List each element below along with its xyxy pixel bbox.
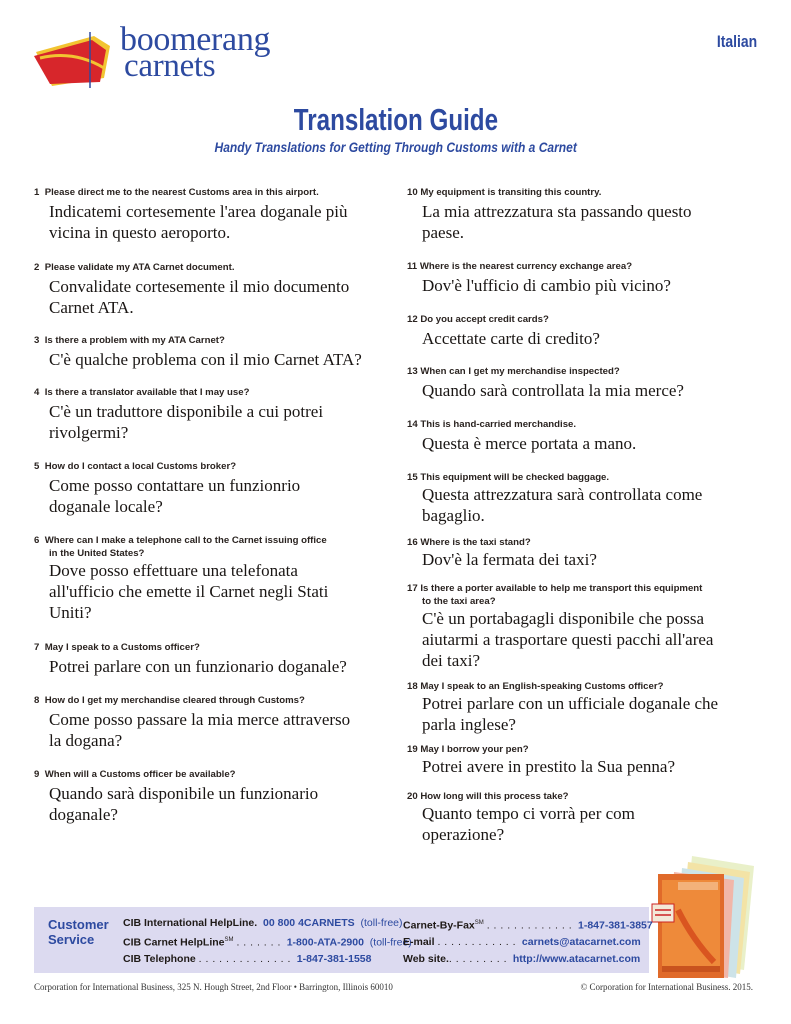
english-question: May I speak to a Customs officer? — [44, 642, 200, 653]
telephone-number[interactable]: 1-847-381-1558 — [296, 952, 372, 965]
international-helpline-row: CIB International HelpLine. 00 800 4CARNETS (toll-free) — [123, 917, 403, 929]
website-row: Web site.. . . . . . . . . http://www.atacarnet.com — [403, 952, 641, 965]
italian-translation: Questa attrezzatura sarà controllata come — [422, 485, 703, 504]
italian-translation: operazione? — [422, 825, 505, 844]
phrase-item-3 — [34, 334, 362, 370]
italian-translation: dei taxi? — [422, 651, 481, 670]
footer-address: Corporation for International Business, 325 N. Hough Street, 2nd Floor • Barrington, Illinois 60010 — [34, 982, 393, 992]
phrase-number: 3 — [34, 335, 40, 346]
phrase-number: 9 — [34, 769, 40, 780]
phrase-item-14 — [407, 418, 636, 454]
phrase-number: 16 — [407, 537, 418, 548]
english-question: This equipment will be checked baggage. — [420, 472, 610, 483]
phrase-number: 20 — [407, 791, 418, 802]
phrase-item-17 — [407, 582, 713, 671]
boomerang-logo-icon — [34, 32, 116, 88]
english-question: How long will this process take? — [420, 791, 569, 802]
email-link[interactable]: carnets@atacarnet.com — [521, 936, 641, 948]
phrase-number: 2 — [34, 262, 40, 273]
phrase-number: 15 — [407, 472, 418, 483]
english-question-continued: in the United States? — [49, 548, 145, 559]
phrase-item-10 — [407, 186, 692, 243]
phrase-item-9 — [34, 768, 318, 825]
italian-translation: C'è qualche problema con il mio Carnet ATA? — [49, 350, 362, 369]
english-question: May I speak to an English-speaking Customs officer? — [420, 681, 664, 692]
phrase-number: 10 — [407, 187, 418, 198]
italian-translation: Uniti? — [49, 603, 92, 622]
phrase-number: 19 — [407, 744, 418, 755]
contact-column — [403, 915, 653, 967]
phrase-number: 17 — [407, 583, 418, 594]
italian-translation: aiutarmi a trasportare questi pacchi all'area — [422, 630, 714, 649]
phrase-item-12 — [407, 313, 600, 349]
phrase-item-19 — [407, 743, 675, 777]
phrase-item-8 — [34, 694, 350, 751]
footer-copyright: © Corporation for International Business. 2015. — [580, 982, 753, 992]
phrase-item-15 — [407, 471, 702, 526]
phrase-item-4 — [34, 386, 323, 443]
website-link[interactable]: http://www.atacarnet.com — [512, 952, 641, 965]
fax-number[interactable]: 1-847-381-3857 — [577, 919, 653, 932]
english-question: When can I get my merchandise inspected? — [420, 366, 620, 377]
phrase-number: 18 — [407, 681, 418, 692]
english-question: Please direct me to the nearest Customs area in this airport. — [44, 187, 319, 198]
italian-translation: doganale locale? — [49, 497, 163, 516]
carnet-helpline-row: CIB Carnet HelpLine℠ . . . . . . . 1-800-ATA-2900 (toll-free) — [123, 936, 412, 948]
italian-translation: doganale? — [49, 805, 118, 824]
italian-translation: Potrei parlare con un ufficiale doganale che — [422, 694, 719, 713]
phrase-item-6 — [34, 534, 328, 623]
page-title: Translation Guide — [293, 102, 498, 137]
phrase-item-20 — [407, 790, 635, 845]
italian-translation: Indicatemi cortesemente l'area doganale più — [49, 202, 348, 221]
language-label: Italian — [716, 32, 757, 51]
phrase-number: 13 — [407, 366, 418, 377]
phrase-item-13 — [407, 365, 684, 401]
english-question: How do I get my merchandise cleared through Customs? — [44, 695, 305, 706]
italian-translation: Come posso passare la mia merce attraverso — [49, 710, 351, 729]
carnet-helpline-number[interactable]: 1-800-ATA-2900 — [286, 936, 364, 948]
phrase-number: 14 — [407, 419, 418, 430]
italian-translation: Dove posso effettuare una telefonata — [49, 561, 298, 580]
english-question-continued: to the taxi area? — [422, 596, 496, 607]
english-question: Please validate my ATA Carnet document. — [44, 262, 235, 273]
phrase-number: 12 — [407, 314, 418, 325]
italian-translation: Quando sarà disponibile un funzionario — [49, 784, 319, 803]
phrase-number: 11 — [407, 261, 418, 272]
phrase-item-7 — [34, 641, 347, 677]
english-question: May I borrow your pen? — [420, 744, 529, 755]
telephone-row: CIB Telephone . . . . . . . . . . . . . . 1-847-381-1558 — [123, 952, 372, 965]
phrase-item-2 — [34, 261, 349, 318]
phrase-number: 5 — [34, 461, 40, 472]
italian-translation: all'ufficio che emette il Carnet negli Stati — [49, 582, 329, 601]
italian-translation: vicina in questo aeroporto. — [49, 223, 231, 242]
italian-translation: rivolgermi? — [49, 423, 129, 442]
italian-translation: Come posso contattare un funzionrio — [49, 476, 301, 495]
email-row: E-mail . . . . . . . . . . . . carnets@atacarnet.com — [403, 936, 641, 948]
italian-translation: la dogana? — [49, 731, 123, 750]
english-question: Where is the taxi stand? — [420, 537, 531, 548]
customer-service-box — [34, 907, 653, 973]
international-helpline-number[interactable]: 00 800 4CARNETS — [263, 917, 355, 929]
italian-translation: bagaglio. — [422, 506, 485, 525]
carnet-booklets-image — [648, 850, 768, 980]
italian-translation: parla inglese? — [422, 715, 516, 734]
phrase-item-16 — [407, 536, 597, 570]
italian-translation: paese. — [422, 223, 465, 242]
italian-translation: La mia attrezzatura sta passando questo — [422, 202, 692, 221]
english-question: When will a Customs officer be available? — [44, 769, 236, 780]
italian-translation: Accettate carte di credito? — [422, 329, 600, 348]
english-question: Is there a translator available that I may use? — [44, 387, 250, 398]
english-question: Do you accept credit cards? — [420, 314, 549, 325]
english-question: Is there a porter available to help me transport this equipment — [420, 583, 703, 594]
english-question: Is there a problem with my ATA Carnet? — [44, 335, 225, 346]
italian-translation: Potrei parlare con un funzionario doganale? — [49, 657, 347, 676]
phrase-item-18 — [407, 680, 718, 735]
phrase-item-5 — [34, 460, 300, 517]
english-question: This is hand-carried merchandise. — [420, 419, 577, 430]
english-question: Where can I make a telephone call to the Carnet issuing office — [44, 535, 327, 546]
italian-translation: C'è un traduttore disponibile a cui potrei — [49, 402, 324, 421]
italian-translation: Convalidate cortesemente il mio documento — [49, 277, 350, 296]
phrase-number: 1 — [34, 187, 40, 198]
brand-logo — [34, 21, 294, 96]
customer-service-title: Customer Service — [48, 917, 109, 947]
brand-name-line1: boomerang — [120, 21, 271, 58]
phrase-number: 4 — [34, 387, 40, 398]
phrase-item-11 — [407, 260, 671, 296]
helplines-column — [123, 915, 412, 967]
italian-translation: Quanto tempo ci vorrà per com — [422, 804, 635, 823]
english-question: My equipment is transiting this country. — [420, 187, 602, 198]
phrase-number: 7 — [34, 642, 40, 653]
page-subtitle: Handy Translations for Getting Through Customs with a Carnet — [214, 139, 577, 155]
italian-translation: C'è un portabagagli disponibile che possa — [422, 609, 705, 628]
phrase-item-1 — [34, 186, 348, 243]
italian-translation: Potrei avere in prestito la Sua penna? — [422, 757, 676, 776]
italian-translation: Quando sarà controllata la mia merce? — [422, 381, 684, 400]
english-question: Where is the nearest currency exchange area? — [419, 261, 633, 272]
italian-translation: Dov'è l'ufficio di cambio più vicino? — [422, 276, 671, 295]
phrase-number: 6 — [34, 535, 40, 546]
italian-translation: Dov'è la fermata dei taxi? — [422, 550, 597, 569]
italian-translation: Carnet ATA. — [49, 298, 134, 317]
italian-translation: Questa è merce portata a mano. — [422, 434, 637, 453]
phrase-number: 8 — [34, 695, 40, 706]
english-question: How do I contact a local Customs broker? — [44, 461, 237, 472]
brand-name-line2: carnets — [124, 48, 216, 84]
fax-row: Carnet-By-Fax℠ . . . . . . . . . . . . . 1-847-381-3857 — [403, 919, 653, 932]
